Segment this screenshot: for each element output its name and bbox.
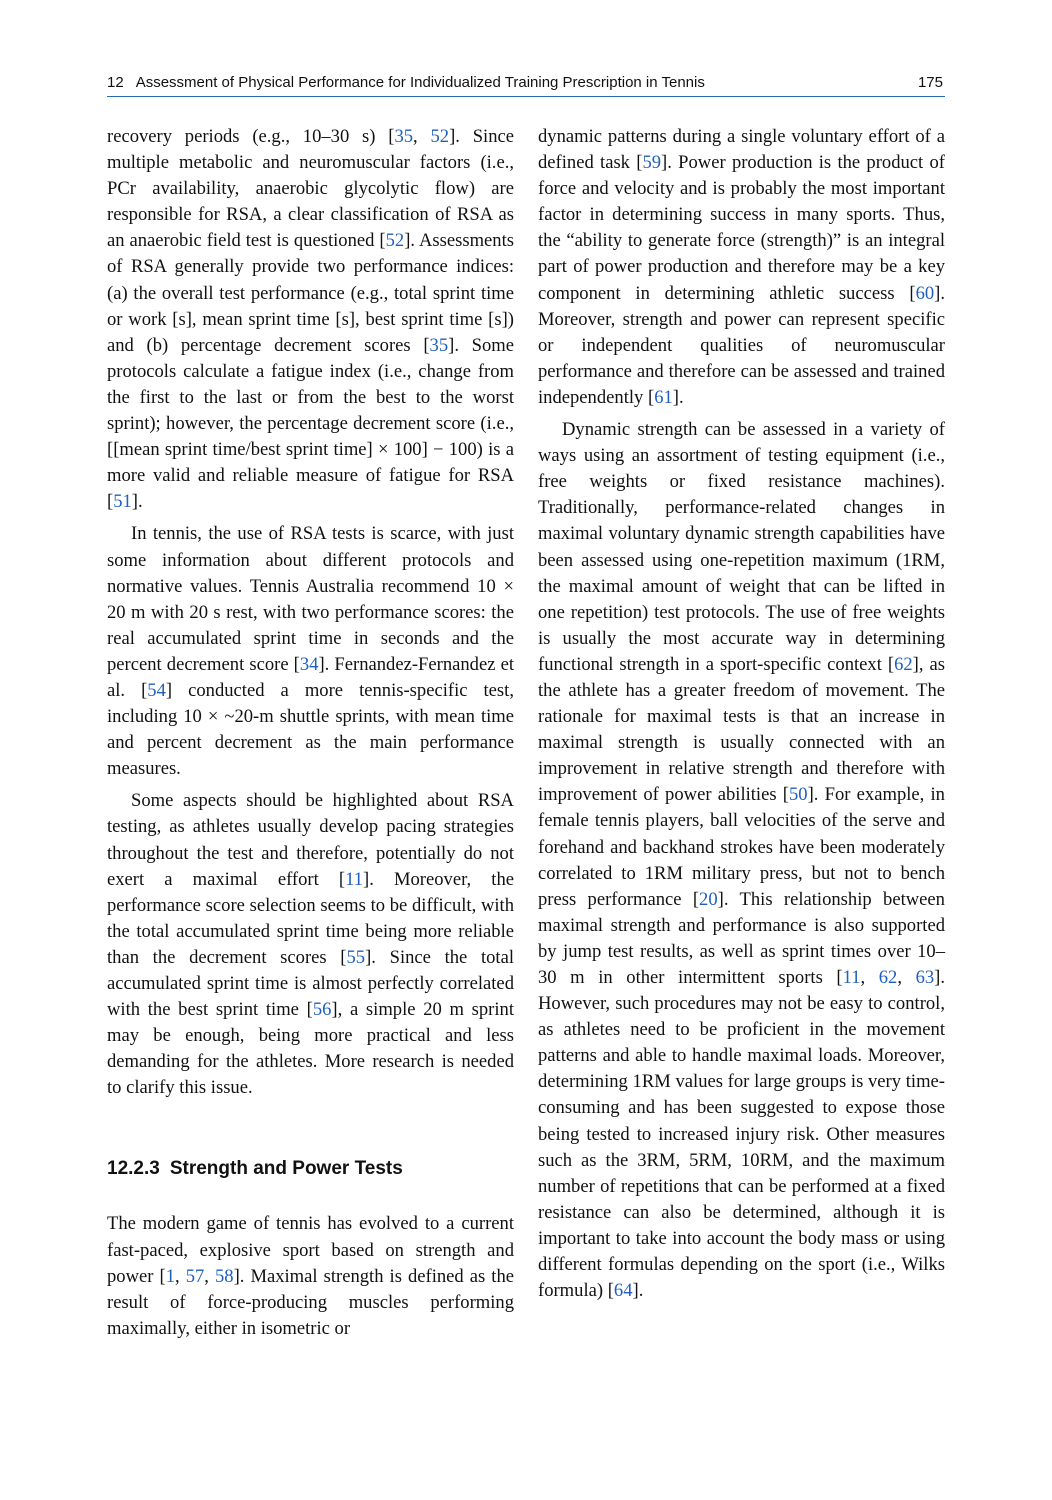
text-run: The modern game of tennis has evolved to a current fast-paced, explosive sport based on strength and power [ — [107, 1213, 514, 1287]
text-run: dynamic patterns during a single voluntary effort of a defined task [ — [538, 126, 945, 174]
citation-link[interactable]: 56 — [312, 999, 332, 1021]
text-run: recovery periods (e.g., 10–30 s) [ — [107, 126, 395, 147]
text-run: , — [413, 126, 431, 147]
section-title: Strength and Power Tests — [169, 1158, 403, 1180]
text-run: ]. Moreover, the performance score selection seems to be difficult, with the total accumulated sprint time being more reliable than the decrement scores [ — [107, 868, 515, 968]
section-number: 12.2.3 — [107, 1158, 160, 1180]
citation-link[interactable]: 50 — [789, 784, 808, 806]
text-run: ]. — [672, 386, 684, 408]
citation-link[interactable]: 57 — [185, 1265, 205, 1287]
text-run: ]. For example, in female tennis players, ball velocities of the serve and forehand and backhand strokes have been moderately correlated to 1RM military press, but not to bench press performance [ — [538, 784, 945, 910]
chapter-title: Assessment of Physical Performance for Individualized Training Prescription in Tennis — [135, 74, 705, 91]
text-run: ]. Fernandez-Fernandez et al. [ — [107, 653, 514, 701]
text-run: ]. Assessments of RSA generally provide two performance indices: (a) the overall test performance (e.g., total sprint time or work [s], mean sprint time [s], best sprint time [s]) and (b) percentage decrement scores [ — [107, 230, 514, 356]
text-run: ]. — [632, 1280, 644, 1302]
citation-link[interactable]: 55 — [346, 946, 366, 968]
right-column — [538, 124, 945, 1304]
paragraph — [107, 1211, 514, 1341]
citation-link[interactable]: 20 — [699, 888, 718, 910]
citation-link[interactable]: 61 — [654, 386, 673, 408]
citation-link[interactable]: 35 — [429, 334, 449, 356]
text-run: Dynamic strength can be assessed in a variety of ways using an assortment of testing equipment (i.e., free weights or fixed resistance machines). Traditionally, performance-related changes in maximal voluntary dynamic strength capabilities have been assessed using one-repetition maximum (1RM, the maximal amount of weight that can be lifted in one repetition) test protocols. The use of free weights is usually the most accurate way in determining functional strength in a sport-specific context [ — [538, 419, 945, 675]
paragraph — [538, 417, 945, 1304]
citation-link[interactable]: 52 — [385, 230, 405, 252]
citation-link[interactable]: 34 — [299, 653, 319, 675]
text-run: ], as the athlete has a greater freedom of movement. The rationale for maximal tests is that an increase in maximal strength is usually connected with an improvement in relative strength and therefore with improvement of power abilities [ — [538, 653, 945, 806]
section-heading — [107, 1157, 514, 1181]
paragraph — [538, 124, 945, 411]
paragraph — [107, 124, 514, 515]
citation-link[interactable]: 60 — [915, 282, 935, 304]
text-run: Some aspects should be highlighted about RSA testing, as athletes usually develop pacing strategies throughout the test and therefore, potentially do not exert a maximal effort [ — [107, 790, 514, 890]
citation-link[interactable]: 63 — [915, 967, 935, 988]
text-run: ], a simple 20 m sprint may be enough, being more practical and less demanding for the athletes. More research is needed to clarify this issue. — [107, 999, 515, 1099]
citation-link[interactable]: 51 — [113, 491, 132, 513]
citation-link[interactable]: 59 — [642, 152, 662, 174]
text-run: ] conducted a more tennis-specific test, including 10 × ~20-m shuttle sprints, with mean time and percent decrement as the main performance measures. — [107, 679, 514, 780]
text-run: , — [204, 1265, 215, 1287]
citation-link[interactable]: 1 — [165, 1265, 175, 1287]
text-run: ]. Power production is the product of force and velocity and is probably the most important factor in determining success in many sports. Thus, the “ability to generate force (strength)” is an integral part of power production and therefore may be a key component in determining athletic success [ — [538, 152, 945, 304]
text-run: ]. This relationship between maximal strength and performance is also supported by jump test results, as well as sprint times over 10–30 m in other intermittent sports [ — [538, 888, 945, 988]
citation-link[interactable]: 54 — [147, 679, 166, 701]
text-run: , — [897, 967, 916, 988]
citation-link[interactable]: 11 — [345, 868, 363, 890]
citation-link[interactable]: 58 — [214, 1265, 234, 1287]
page-number: 175 — [917, 74, 943, 91]
text-run: , — [860, 967, 879, 988]
text-run: , — [175, 1265, 186, 1287]
left-column — [107, 124, 514, 1342]
text-run: ]. Some protocols calculate a fatigue index (i.e., change from the first to the last or from the best to the worst sprint); however, the percentage decrement score (i.e., [[mean sprint time/best sprint time] × 100] − 100) is a more valid and reliable measure of fatigue for RSA [ — [107, 334, 514, 513]
paragraph — [107, 788, 514, 1101]
chapter-title-line — [107, 74, 705, 91]
paragraph — [107, 521, 514, 782]
running-head — [107, 72, 945, 97]
citation-link[interactable]: 52 — [430, 126, 450, 147]
text-run: ]. Since multiple metabolic and neuromuscular factors (i.e., PCr availability, anaerobic glycolytic flow) are responsible for RSA, a clear classification of RSA as an anaerobic field test is questioned [ — [107, 126, 515, 252]
citation-link[interactable]: 62 — [894, 653, 913, 675]
text-run: ]. Maximal strength is defined as the result of force-producing muscles performing maximally, either in isometric or — [107, 1265, 515, 1339]
citation-link[interactable]: 62 — [878, 967, 898, 988]
citation-link[interactable]: 64 — [613, 1280, 633, 1302]
text-run: In tennis, the use of RSA tests is scarce, with just some information about different protocols and normative values. Tennis Australia recommend 10 × 20 m with 20 s rest, with two performance scores: the real accumulated sprint time in seconds and the percent decrement score [ — [107, 523, 514, 675]
text-run: ]. Since the total accumulated sprint time is almost perfectly correlated with the best sprint time [ — [107, 946, 515, 1021]
chapter-number: 12 — [107, 74, 124, 91]
text-run: ]. Moreover, strength and power can represent specific or independent qualities of neuromuscular performance and therefore can be assessed and trained independently [ — [538, 282, 945, 408]
text-run: ]. — [131, 491, 143, 513]
citation-link[interactable]: 11 — [842, 967, 861, 988]
text-run: ]. However, such procedures may not be easy to control, as athletes need to be proficient in the movement patterns and able to handle maximal loads. Moreover, determining 1RM values for large groups is very time-consuming and has been suggested to expose those being tested to increased injury risk. Other measures such as the 3RM, 5RM, 10RM, and the maximum number of repetitions that can be performed at a fixed resistance can also be determined, although it is important to take into account the body mass or using different formulas depending on the sport (i.e., Wilks formula) [ — [538, 967, 945, 1302]
citation-link[interactable]: 35 — [394, 126, 414, 147]
